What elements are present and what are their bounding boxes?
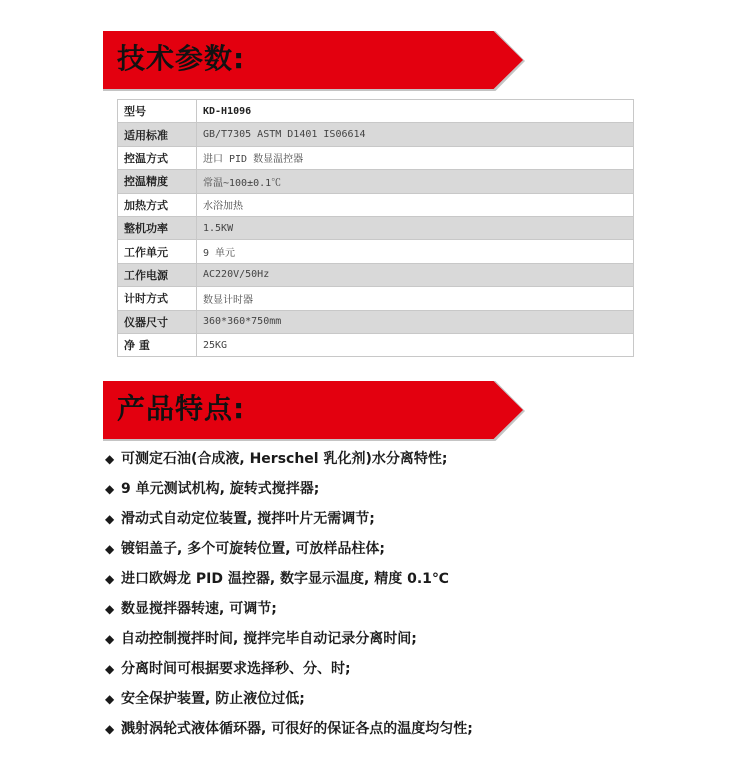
diamond-bullet-icon: ◆ [105, 662, 115, 676]
param-value: 25KG [197, 333, 634, 356]
feature-text: 溅射涡轮式液体循环器, 可很好的保证各点的温度均匀性; [121, 721, 473, 737]
table-row [118, 310, 634, 333]
param-label: 型号 [118, 100, 197, 123]
param-label: 工作电源 [118, 263, 197, 286]
diamond-bullet-icon: ◆ [105, 722, 115, 736]
param-label: 整机功率 [118, 216, 197, 239]
feature-text: 数显搅拌器转速, 可调节; [121, 601, 277, 617]
list-item [105, 597, 705, 627]
feature-text: 分离时间可根据要求选择秒、分、时; [121, 661, 351, 677]
table-row [118, 333, 634, 356]
list-item [105, 567, 705, 597]
params-table [117, 99, 634, 357]
param-value: AC220V/50Hz [197, 263, 634, 286]
table-row [118, 287, 634, 310]
diamond-bullet-icon: ◆ [105, 512, 115, 526]
param-label: 加热方式 [118, 193, 197, 216]
param-label: 控温方式 [118, 146, 197, 169]
param-value: 360*360*750mm [197, 310, 634, 333]
diamond-bullet-icon: ◆ [105, 572, 115, 586]
param-label: 工作单元 [118, 240, 197, 263]
param-value: GB/T7305 ASTM D1401 IS06614 [197, 123, 634, 146]
param-value: 1.5KW [197, 216, 634, 239]
table-row [118, 100, 634, 123]
param-value: 进口 PID 数显温控器 [197, 146, 634, 169]
list-item [105, 507, 705, 537]
param-label: 净 重 [118, 333, 197, 356]
param-label: 适用标准 [118, 123, 197, 146]
list-item [105, 657, 705, 687]
params-section-banner [103, 31, 523, 89]
list-item [105, 627, 705, 657]
diamond-bullet-icon: ◆ [105, 602, 115, 616]
table-row [118, 123, 634, 146]
list-item [105, 717, 705, 747]
params-section-title: 技术参数: [117, 42, 246, 75]
param-label: 仪器尺寸 [118, 310, 197, 333]
param-value: KD-H1096 [197, 100, 634, 123]
list-item [105, 687, 705, 717]
table-row [118, 240, 634, 263]
feature-text: 自动控制搅拌时间, 搅拌完毕自动记录分离时间; [121, 631, 417, 647]
param-label: 控温精度 [118, 170, 197, 193]
diamond-bullet-icon: ◆ [105, 452, 115, 466]
table-row [118, 146, 634, 169]
diamond-bullet-icon: ◆ [105, 632, 115, 646]
table-row [118, 263, 634, 286]
feature-text: 安全保护装置, 防止液位过低; [121, 691, 305, 707]
features-section-title: 产品特点: [117, 392, 246, 425]
param-value: 常温~100±0.1℃ [197, 170, 634, 193]
table-row [118, 216, 634, 239]
features-list [105, 447, 705, 747]
diamond-bullet-icon: ◆ [105, 542, 115, 556]
table-row [118, 193, 634, 216]
feature-text: 镀铝盖子, 多个可旋转位置, 可放样品柱体; [121, 541, 385, 557]
param-value: 水浴加热 [197, 193, 634, 216]
diamond-bullet-icon: ◆ [105, 482, 115, 496]
feature-text: 可测定石油(合成液, Herschel 乳化剂)水分离特性; [121, 451, 448, 467]
feature-text: 滑动式自动定位装置, 搅拌叶片无需调节; [121, 511, 375, 527]
table-row [118, 170, 634, 193]
param-value: 9 单元 [197, 240, 634, 263]
list-item [105, 537, 705, 567]
param-value: 数显计时器 [197, 287, 634, 310]
feature-text: 9 单元测试机构, 旋转式搅拌器; [121, 481, 320, 497]
features-section-banner [103, 381, 523, 439]
param-label: 计时方式 [118, 287, 197, 310]
list-item [105, 477, 705, 507]
diamond-bullet-icon: ◆ [105, 692, 115, 706]
feature-text: 进口欧姆龙 PID 温控器, 数字显示温度, 精度 0.1℃ [121, 571, 449, 587]
list-item [105, 447, 705, 477]
